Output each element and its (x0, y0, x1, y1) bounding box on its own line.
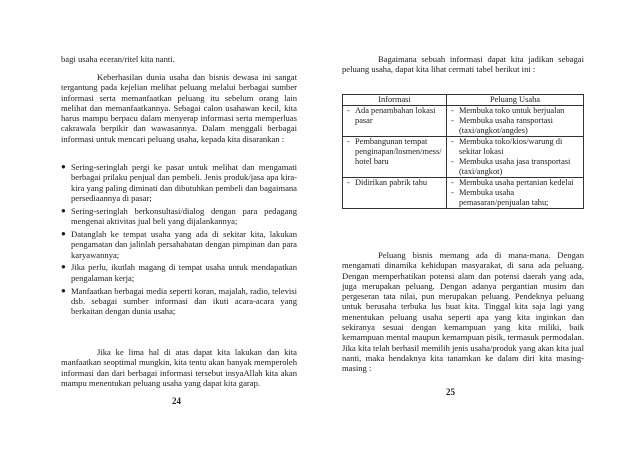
table-cell-peluang (446, 106, 583, 137)
list-item: - Membuka usaha pemasaran/penjualan tahu; (450, 188, 549, 207)
table-header-row (343, 95, 584, 106)
left-bullet-list (61, 162, 297, 319)
list-item: ● Jika perlu, ikutlah magang di tempat usaha untuk mendapatkan pengalaman kerja; (61, 262, 297, 283)
page-number-left: 24 (172, 396, 181, 406)
table-cell-peluang (446, 178, 583, 209)
table-header-informasi: Informasi (343, 95, 447, 106)
bullet-icon: ● (61, 162, 66, 171)
table-header-peluang-usaha: Peluang Usaha (446, 95, 583, 106)
list-item: ● Manfaatkan berbagai media seperti koran, majalah, radio, televisi dsb. sebagai sumber informasi dan ikuti acara-acara yang berkaitan dengan dunia usaha; (61, 285, 297, 317)
left-top-line: bagi usaha eceran/ritel kita nanti. (61, 54, 175, 64)
table-cell-info: - Didirikan pabrik tahu (343, 178, 447, 209)
table-row (343, 178, 584, 209)
bullet-icon: ● (61, 285, 66, 295)
left-paragraph-1: Keberhasilan dunia usaha dan bisnis dewasa ini sangat tergantung pada kejelian melihat peluang melalui berbagai sumber informasi serta memanfaatkan peluang itu sebelum orang lain melihat dan memanfaatkannya. Sebagai calon usahawan kecil, kita harus mampu berpacu dalam menyerap informasi serta memperluas cakrawala berpikir dan wawasannya. Dalam menggali berbagai informasi untuk mencari peluang usaha, kepada kita disarankan : (61, 72, 297, 144)
bullet-icon: ● (61, 262, 66, 272)
list-item: - Membuka usaha ransportasi (taxi/angkot/angdes) (450, 116, 553, 135)
bullet-icon: ● (61, 228, 66, 238)
list-item: - Membuka usaha jasa transportasi (taxi/angkot) (450, 157, 571, 176)
list-item: ● Sering-seringlah berkonsultasi/dialog dengan para pedagang mengenai aktivitas jual beli yang dijalankannya; (61, 205, 297, 227)
list-item: - Membuka toko untuk berjualan (450, 106, 565, 115)
bullet-icon: ● (61, 205, 66, 215)
table-cell-peluang (446, 137, 583, 178)
list-item: ● Sering-seringlah pergi ke pasar untuk melihat dan mengamati berbagai prilaku penjual dan pembeli. Jenis produk/jasa apa kira-kira yang paling diminati dan dibutuhkan pembeli dan bagaimana persediaannya di pasar; (61, 162, 297, 203)
table-row (343, 137, 584, 178)
page-number-right: 25 (446, 387, 455, 397)
list-item: - Membuka toko/kios/warung di sekitar lokasi (450, 137, 563, 156)
left-paragraph-2: Jika ke lima hal di atas dapat kita lakukan dan kita manfaatkan seoptimal mungkin, kita tentu akan banyak memperoleh informasi dan dari berbagai informasi tersebut insyaAllah kita akan mampu menentukan peluang usaha yang dapat kita garap. (61, 347, 297, 388)
opportunity-table (342, 94, 584, 209)
list-item: - Membuka usaha pertanian kedelai (450, 178, 574, 187)
list-item: ● Datanglah ke tempat usaha yang ada di sekitar kita, lakukan pengamatan dan jalinlah persahabatan dengan pimpinan dan para karyawannya; (61, 228, 297, 260)
right-paragraph-1: Bagaimana sebuah informasi dapat kita jadikan sebagai peluang usaha, dapat kita lihat cermati tabel berikut ini : (342, 54, 584, 75)
table-row (343, 106, 584, 137)
right-paragraph-2: Peluang bisnis memang ada di mana-mana. Dengan mengamati dinamika kehidupan masyarakat, di sana ada peluang. Dengan memperhatikan potensi alam dan potensi daerah yang ada, juga merupakan peluang. Dengan adanya pergantian musim dan pergeseran tata nilai, pun merupakan peluang. Pendeknya peluang untuk berusaha terbuka lus buat kita. Tinggal kita saja lagi yang menentukan peluang usaha seperti apa yang kita inginkan dan sekiranya sesuai dengan kemampuan yang kita miliki, baik kemampuan mental maupun kemampuan pisik, termasuk permodalan. Jika kita telah berhasil memilih jenis usaha/produk yang akan kita jual nanti, maka hendaknya kita tanamkan ke dalam diri kita masing-masing : (342, 250, 584, 374)
table-cell-info: - Ada penambahan lokasi pasar (343, 106, 447, 137)
table-cell-info: - Pembangunan tempat penginapan/losmen/mess/ hotel baru (343, 137, 447, 178)
